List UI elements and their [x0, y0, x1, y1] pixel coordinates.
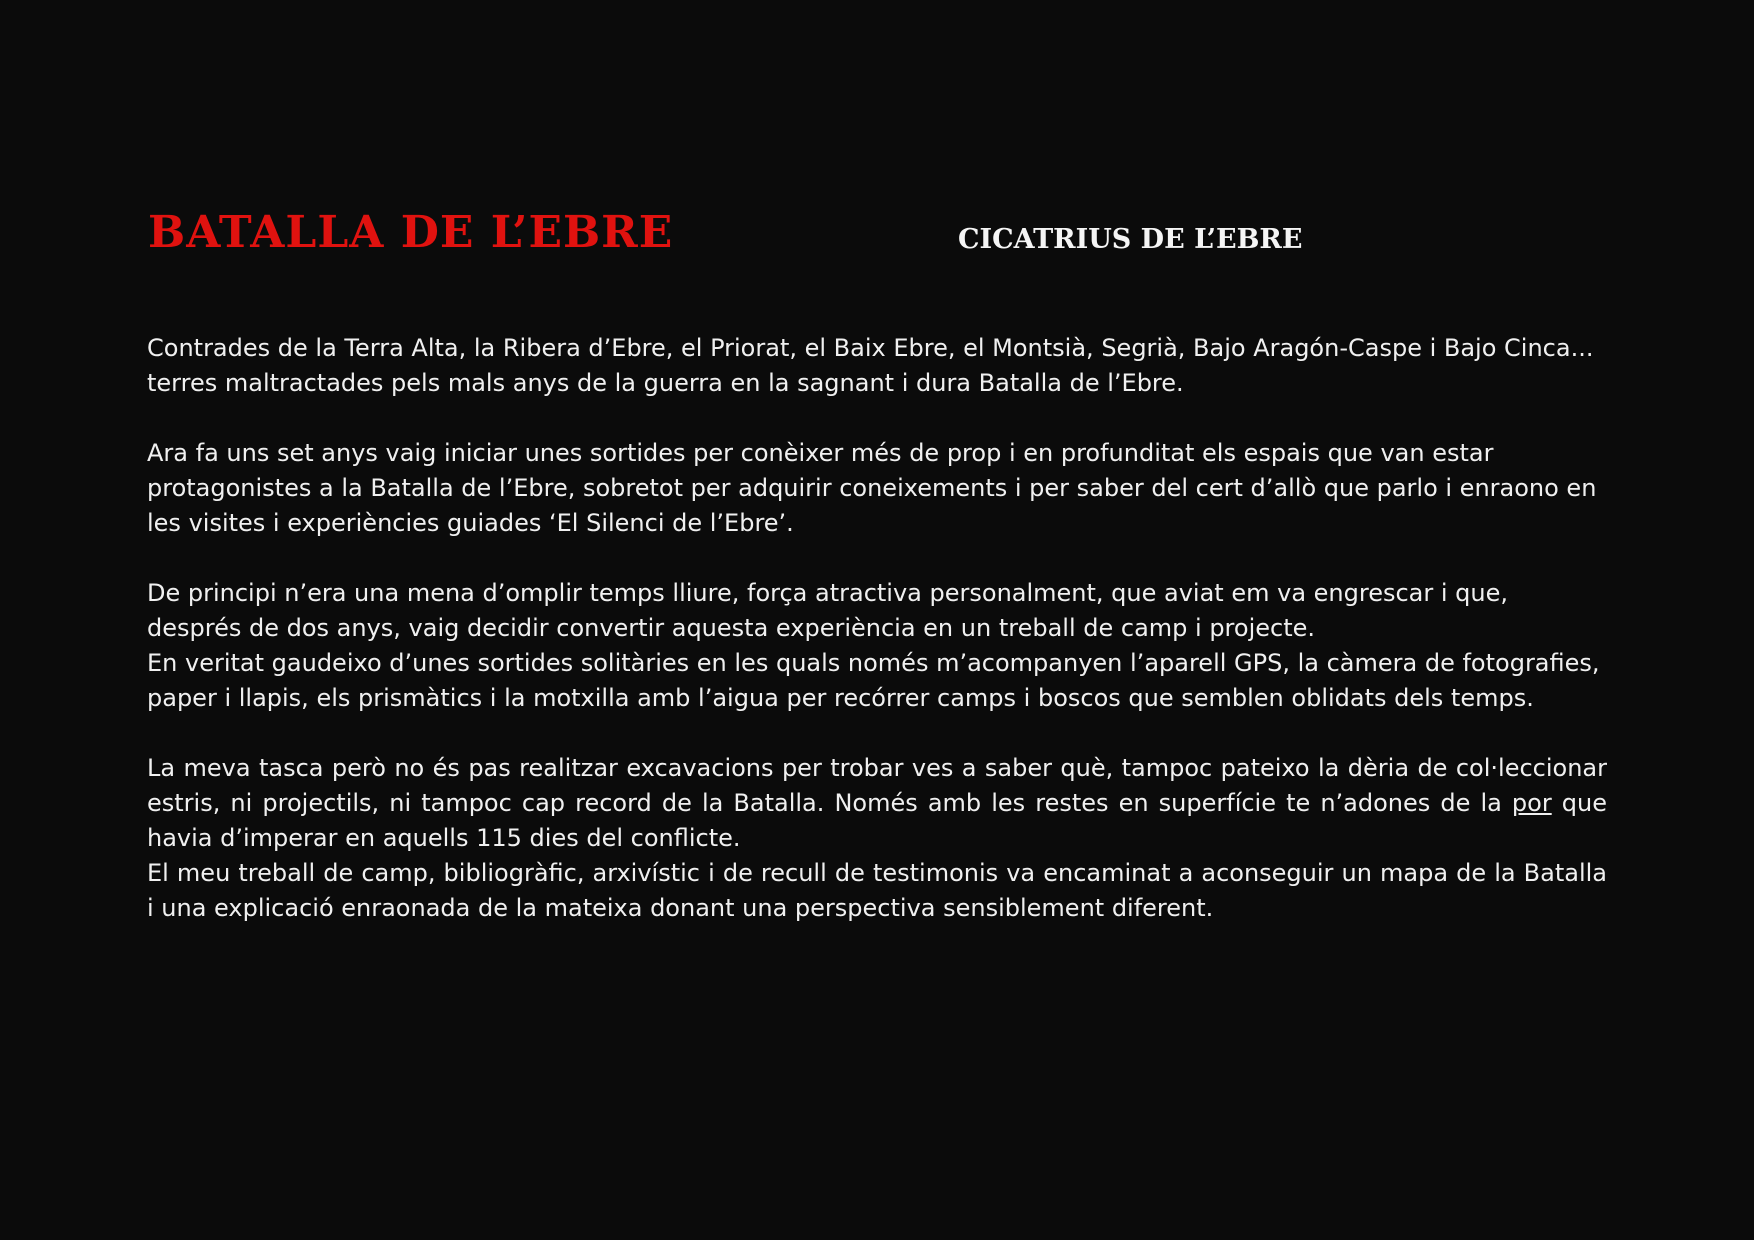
paragraph-task-end: que havia d’imperar en aquells 115 dies del conflicte.: [147, 789, 1607, 852]
paragraph-task-start: La meva tasca però no és pas realitzar excavacions per trobar ves a saber què, tampoc pateixo la dèria de col·leccionar estris, ni projectils, ni tampoc cap record de la Batalla. Només amb les restes en superfície te n’adones de la: [147, 754, 1607, 817]
paragraph-task: [147, 751, 1607, 856]
underlined-word: por: [1511, 789, 1552, 817]
paragraph-equipment: En veritat gaudeixo d’unes sortides solitàries en les quals només m’acompanyen l’aparell GPS, la càmera de fotografies, paper i llapis, els prismàtics i la motxilla amb l’aigua per recórrer camps i boscos que semblen oblidats dels temps.: [147, 649, 1600, 712]
page-header: [0, 0, 1754, 280]
paragraph-motivation: De principi n’era una mena d’omplir temps lliure, força atractiva personalment, que aviat em va engrescar i que, després de dos anys, vaig decidir convertir aquesta experiència en un treball de camp i projecte.: [147, 579, 1509, 642]
sub-title: CICATRIUS DE L’EBRE: [958, 224, 1303, 255]
main-title: BATALLA DE L’EBRE: [148, 207, 674, 258]
paragraph-regions: Contrades de la Terra Alta, la Ribera d’Ebre, el Priorat, el Baix Ebre, el Montsià, Segrià, Bajo Aragón-Caspe i Bajo Cinca... terres maltractades pels mals anys de la guerra en la sagnant i dura Batalla de l’Ebre.: [147, 334, 1594, 397]
paragraph-fieldwork: El meu treball de camp, bibliogràfic, arxivístic i de recull de testimonis va encaminat a aconseguir un mapa de la Batalla i una explicació enraonada de la mateixa donant una perspectiva sensiblement diferent.: [147, 859, 1607, 922]
paragraph-beginnings: Ara fa uns set anys vaig iniciar unes sortides per conèixer més de prop i en profunditat els espais que van estar protagonistes a la Batalla de l’Ebre, sobretot per adquirir coneixements i per saber del cert d’allò que parlo i enraono en les visites i experiències guiades ‘El Silenci de l’Ebre’.: [147, 439, 1597, 537]
body-text: [147, 331, 1607, 926]
